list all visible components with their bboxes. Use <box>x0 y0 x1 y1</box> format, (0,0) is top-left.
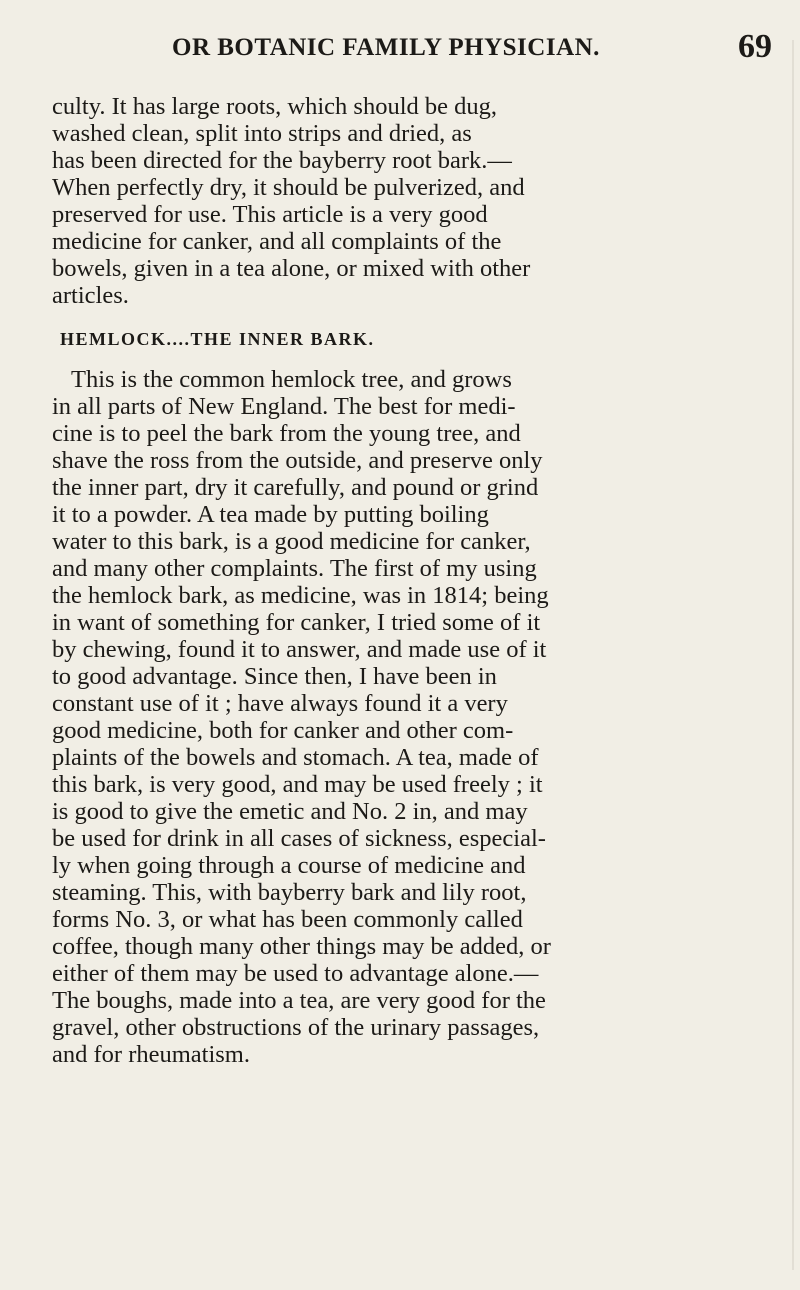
text-line: either of them may be used to advantage alone.— <box>52 960 539 987</box>
page-edge-shadow <box>792 40 794 1270</box>
text-line: preserved for use. This article is a very good <box>52 201 488 228</box>
text-line: the hemlock bark, as medicine, was in 1814; being <box>52 582 549 609</box>
text-line: The boughs, made into a tea, are very good for the <box>52 987 546 1014</box>
text-line: and many other complaints. The first of my using <box>52 555 537 582</box>
text-line: gravel, other obstructions of the urinary passages, <box>52 1014 540 1041</box>
running-head <box>0 28 800 74</box>
page-number: 69 <box>738 28 772 65</box>
text-line: the inner part, dry it carefully, and pound or grind <box>52 474 539 501</box>
text-line: good medicine, both for canker and other com- <box>52 717 514 744</box>
text-line: constant use of it ; have always found it a very <box>52 690 508 717</box>
text-line: be used for drink in all cases of sickness, especial- <box>52 825 546 852</box>
text-line: ly when going through a course of medicine and <box>52 852 526 879</box>
text-line: coffee, though many other things may be added, or <box>52 933 551 960</box>
text-line: has been directed for the bayberry root bark.— <box>52 147 512 174</box>
section-heading: HEMLOCK....THE INNER BARK. <box>60 329 375 349</box>
text-line: in want of something for canker, I tried some of it <box>52 609 541 636</box>
text-line: bowels, given in a tea alone, or mixed with other <box>52 255 531 282</box>
text-line: by chewing, found it to answer, and made use of it <box>52 636 547 663</box>
text-line: steaming. This, with bayberry bark and lily root, <box>52 879 527 906</box>
text-line: washed clean, split into strips and dried, as <box>52 120 472 147</box>
text-line: When perfectly dry, it should be pulverized, and <box>52 174 525 201</box>
text-line: forms No. 3, or what has been commonly called <box>52 906 523 933</box>
text-line: in all parts of New England. The best for medi- <box>52 393 516 420</box>
text-line: cine is to peel the bark from the young tree, and <box>52 420 521 447</box>
text-line: plaints of the bowels and stomach. A tea, made of <box>52 744 539 771</box>
text-line: culty. It has large roots, which should be dug, <box>52 93 498 120</box>
text-line: This is the common hemlock tree, and grows <box>71 366 512 393</box>
text-line: and for rheumatism. <box>52 1041 250 1068</box>
text-line: articles. <box>52 282 129 309</box>
text-line: to good advantage. Since then, I have been in <box>52 663 497 690</box>
text-line: water to this bark, is a good medicine for canker, <box>52 528 531 555</box>
text-line: this bark, is very good, and may be used freely ; it <box>52 771 543 798</box>
text-line: is good to give the emetic and No. 2 in, and may <box>52 798 528 825</box>
text-line: medicine for canker, and all complaints of the <box>52 228 502 255</box>
text-line: it to a powder. A tea made by putting boiling <box>52 501 489 528</box>
text-line: shave the ross from the outside, and preserve only <box>52 447 543 474</box>
running-title: OR BOTANIC FAMILY PHYSICIAN. <box>172 34 600 61</box>
